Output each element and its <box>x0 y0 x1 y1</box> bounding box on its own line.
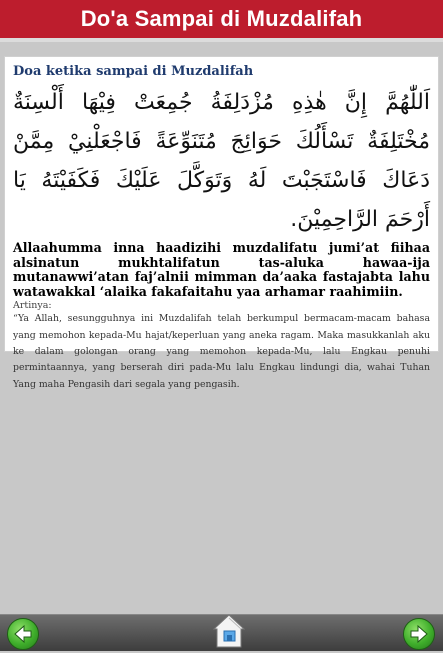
home-icon <box>213 613 245 649</box>
arrow-left-icon <box>12 623 34 645</box>
page-title: Do'a Sampai di Muzdalifah <box>80 6 363 31</box>
home-button[interactable] <box>213 613 245 649</box>
translation-label: Artinya: <box>13 300 52 312</box>
arrow-right-icon <box>408 623 430 645</box>
bottom-nav-bar <box>0 614 443 651</box>
transliteration-text: Allaahumma inna haadizihi muzdalifatu jumi’at fiihaa alsinatun mukhtalifatun tas-aluka hawaa-ija mutanawwi’atan faj’alnii mimman da’aaka fastajabta lahu watawakkal ‘alaika fakafaitahu yaa arhamar raahimiin. <box>13 240 430 299</box>
next-button[interactable] <box>403 618 435 650</box>
back-button[interactable] <box>7 618 39 650</box>
translation-text: “Ya Allah, sesungguhnya ini Muzdalifah telah berkumpul bermacam-macam bahasa yang memohon kepada-Mu hajat/keperluan yang aneka ragam. Maka masukkanlah aku ke dalam golongan orang yang memohon kepada-Mu, lalu Engkau penuhi permintaannya, yang berserah diri pada-Mu lalu Engkau lindungi dia, wahai Tuhan Yang maha Pengasih dari segala yang pengasih. <box>13 313 430 390</box>
arabic-text: اَللّٰهُمَّ إِنَّ هٰذِهِ مُزْدَلِفَةُ جُمِعَتْ فِيْهَا أَلْسِنَةٌ مُخْتَلِفَةٌ تَسْأَلُكَ حَوَائِجَ مُتَنَوِّعَةً فَاجْعَلْنِيْ مِمَّنْ دَعَاكَ فَاسْتَجَبْتَ لَهُ وَتَوَكَّلَ عَلَيْكَ فَكَفَيْتَهُ يَا أَرْحَمَ الرَّاحِمِيْنَ. <box>13 90 430 232</box>
prayer-heading: Doa ketika sampai di Muzdalifah <box>13 64 254 79</box>
prayer-card <box>4 56 439 390</box>
title-bar <box>0 0 443 42</box>
